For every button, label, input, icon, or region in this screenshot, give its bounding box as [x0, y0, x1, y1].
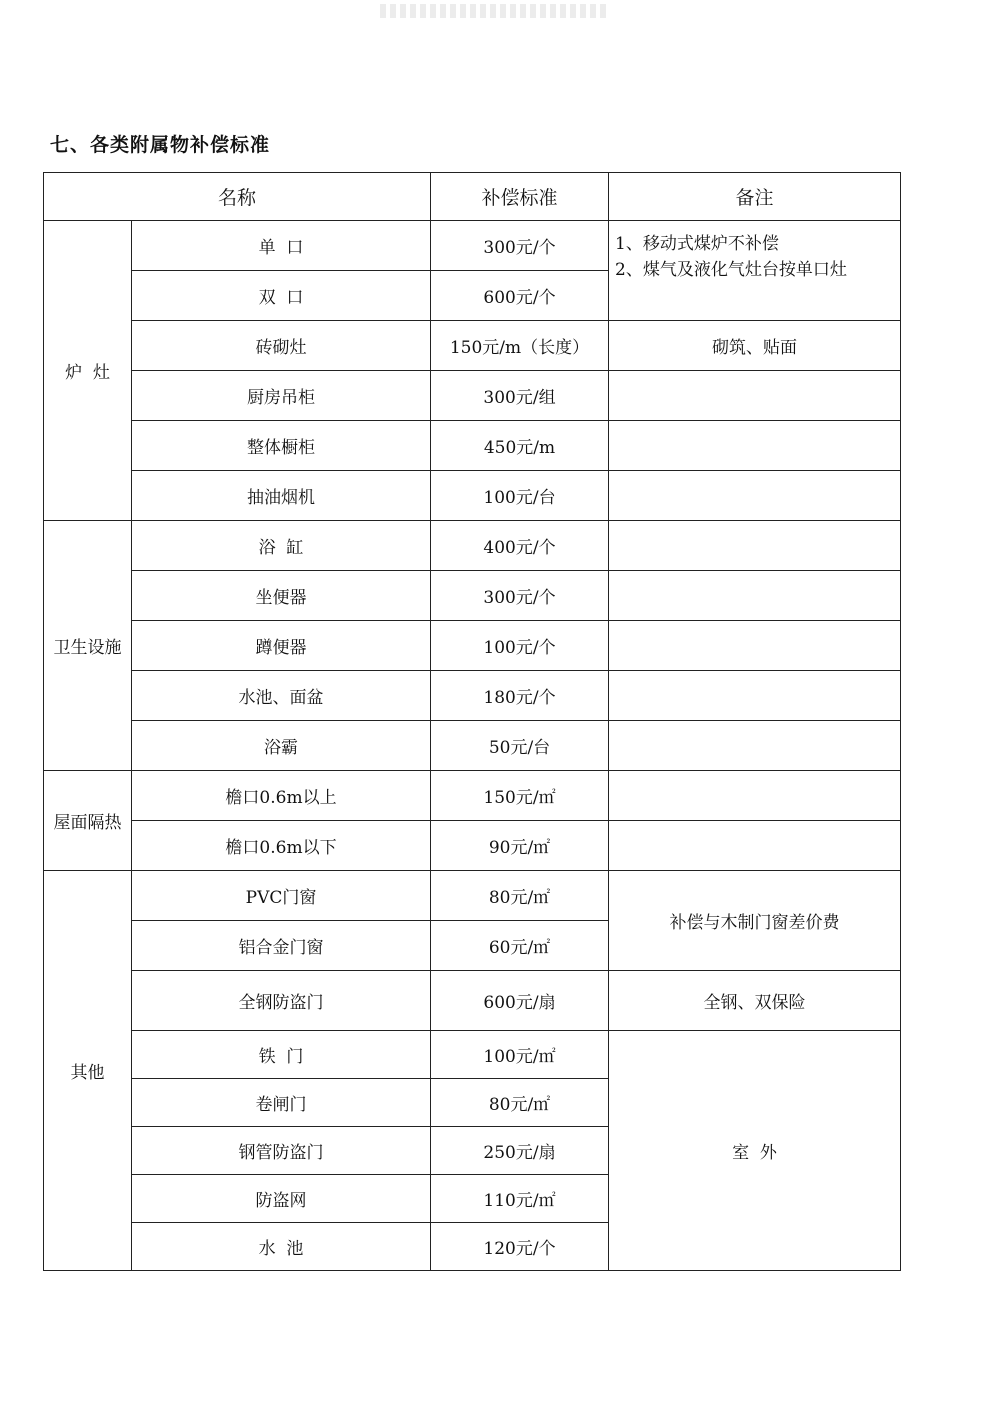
header-remark: 备注 [609, 173, 901, 221]
item-price: 250元/扇 [431, 1127, 609, 1175]
item-price: 80元/㎡ [431, 1079, 609, 1127]
table-row [44, 871, 901, 921]
item-remark-empty [609, 621, 901, 671]
item-price: 300元/个 [431, 571, 609, 621]
compensation-table [43, 172, 901, 1271]
section-heading: 七、各类附属物补偿标准 [50, 134, 271, 156]
item-name: 厨房吊柜 [132, 371, 431, 421]
table-row [44, 1031, 901, 1079]
table-row [44, 771, 901, 821]
item-price: 100元/个 [431, 621, 609, 671]
item-remark-empty [609, 571, 901, 621]
item-remark-empty [609, 521, 901, 571]
item-name: 蹲便器 [132, 621, 431, 671]
item-name: 水 池 [132, 1223, 431, 1271]
remark-outdoor: 室 外 [609, 1031, 901, 1271]
table-header-row [44, 173, 901, 221]
item-name: 铝合金门窗 [132, 921, 431, 971]
item-name: PVC门窗 [132, 871, 431, 921]
table-row [44, 521, 901, 571]
header-name: 名称 [44, 173, 431, 221]
item-price: 100元/台 [431, 471, 609, 521]
item-price: 50元/台 [431, 721, 609, 771]
table-row [44, 571, 901, 621]
table-row [44, 621, 901, 671]
table-row [44, 471, 901, 521]
item-remark: 砌筑、贴面 [609, 321, 901, 371]
table-row [44, 221, 901, 271]
item-price: 100元/㎡ [431, 1031, 609, 1079]
item-price: 150元/㎡ [431, 771, 609, 821]
item-price: 120元/个 [431, 1223, 609, 1271]
item-name: 檐口0.6m以上 [132, 771, 431, 821]
item-name: 水池、面盆 [132, 671, 431, 721]
category-stove: 炉 灶 [44, 221, 132, 521]
item-remark-empty [609, 421, 901, 471]
scan-artifact [380, 4, 610, 18]
item-remark-empty [609, 721, 901, 771]
item-remark-empty [609, 821, 901, 871]
item-price: 110元/㎡ [431, 1175, 609, 1223]
item-price: 60元/㎡ [431, 921, 609, 971]
table-row [44, 971, 901, 1031]
table-row [44, 421, 901, 471]
item-name: 浴霸 [132, 721, 431, 771]
category-other: 其他 [44, 871, 132, 1271]
item-name: 全钢防盗门 [132, 971, 431, 1031]
remark-line: 2、煤气及液化气灶台按单口灶 [615, 260, 847, 280]
item-name: 坐便器 [132, 571, 431, 621]
remark-window-price-diff: 补偿与木制门窗差价费 [609, 871, 901, 971]
remark-stove-notes [609, 221, 901, 321]
item-remark-empty [609, 671, 901, 721]
item-price: 180元/个 [431, 671, 609, 721]
item-name: 双 口 [132, 271, 431, 321]
header-standard: 补偿标准 [431, 173, 609, 221]
item-name: 浴 缸 [132, 521, 431, 571]
item-price: 300元/组 [431, 371, 609, 421]
item-price: 300元/个 [431, 221, 609, 271]
item-price: 450元/m [431, 421, 609, 471]
item-price: 90元/㎡ [431, 821, 609, 871]
item-price: 400元/个 [431, 521, 609, 571]
category-roof: 屋面隔热 [44, 771, 132, 871]
remark-line: 1、移动式煤炉不补偿 [615, 234, 779, 254]
table-row [44, 821, 901, 871]
item-name: 抽油烟机 [132, 471, 431, 521]
item-price: 80元/㎡ [431, 871, 609, 921]
item-name: 铁 门 [132, 1031, 431, 1079]
item-name: 防盗网 [132, 1175, 431, 1223]
table-row [44, 671, 901, 721]
item-remark-empty [609, 371, 901, 421]
item-remark-empty [609, 771, 901, 821]
category-sanitary: 卫生设施 [44, 521, 132, 771]
item-name: 钢管防盗门 [132, 1127, 431, 1175]
table-row [44, 371, 901, 421]
remark-steel-door: 全钢、双保险 [609, 971, 901, 1031]
item-price: 600元/扇 [431, 971, 609, 1031]
table-row [44, 321, 901, 371]
item-price: 150元/m（长度） [431, 321, 609, 371]
item-name: 卷闸门 [132, 1079, 431, 1127]
item-name: 单 口 [132, 221, 431, 271]
item-name: 檐口0.6m以下 [132, 821, 431, 871]
table-row [44, 721, 901, 771]
item-remark-empty [609, 471, 901, 521]
item-price: 600元/个 [431, 271, 609, 321]
item-name: 砖砌灶 [132, 321, 431, 371]
item-name: 整体橱柜 [132, 421, 431, 471]
